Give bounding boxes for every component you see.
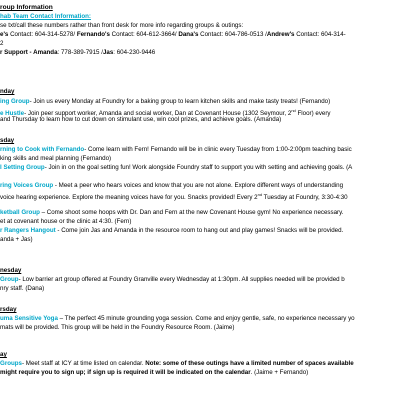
group-desc: - Join in on the goal setting fun! Work alongside Foundry staff to support you with setting and achieving goals. (A bbox=[44, 164, 353, 171]
group-voices-line-2 bbox=[0, 190, 348, 202]
support-line bbox=[0, 48, 155, 57]
group-desc: - Low barrier art group offered at Foundry Granville every Wednesday at 1:30pm. All supplies needed will be provided b bbox=[18, 276, 345, 283]
support-jas-text: : 604-230-9446 bbox=[113, 49, 156, 56]
day-heading-tuesday: sday bbox=[0, 137, 15, 144]
contact-name-c: Dana's bbox=[178, 31, 199, 38]
group-basketball-line-2: et at covenant house or the clinic at 4:30. (Fern) bbox=[0, 218, 132, 225]
group-desc: - Come join Jas and Amanda in the resource room to hang out and play games! Snacks will be provided. bbox=[55, 227, 344, 234]
contact-heading: hab Team Contact Information: bbox=[0, 13, 91, 20]
group-yoga-line-2: mats will be provided. This group will be held in the Foundry Resource Room. (Jaime) bbox=[0, 324, 235, 331]
group-name: ring Voices Group bbox=[0, 182, 54, 189]
group-outings bbox=[0, 359, 354, 368]
contacts-line bbox=[0, 30, 346, 39]
group-desc: - Meet staff at ICY at time listed on calendar. bbox=[22, 360, 146, 367]
superscript: nd bbox=[257, 192, 263, 197]
group-name: ketball Group bbox=[0, 209, 40, 216]
contact-name-b: Fernando's bbox=[76, 31, 110, 38]
day-heading-thursday: rsday bbox=[0, 306, 17, 313]
day-heading-wednesday: nesday bbox=[0, 267, 22, 274]
group-rangers bbox=[0, 226, 343, 235]
group-desc: – Come shoot some hoops with Dr. Dan and Fern at the new Covenant House gym! No experience necessary. bbox=[39, 209, 344, 216]
group-desc: - Join us every Monday at Foundry for a baking group to learn kitchen skills and make tasty treats! (Fernando) bbox=[29, 98, 331, 105]
support-text: : 778-389-7915 / bbox=[57, 49, 103, 56]
group-goal bbox=[0, 163, 352, 172]
group-desc: - Join peer support worker, Amanda and social worker, Dan at Covenant House (1302 Seymour, 2 bbox=[24, 110, 292, 118]
group-name: uma Sensitive Yoga bbox=[0, 315, 58, 322]
group-cook bbox=[0, 145, 352, 154]
group-name: r Rangers Hangout bbox=[0, 227, 56, 234]
group-desc-tail: Tuesday at Foundry, 3:30-4:30 bbox=[262, 194, 348, 202]
group-desc: - Come learn with Fern! Fernando will be in clinic every Tuesday from 1:00-2:00pm teaching basic bbox=[84, 146, 352, 153]
group-desc: – The perfect 45 minute grounding yoga session. Come and enjoy gentle, safe, no experience necessary yo bbox=[57, 315, 355, 322]
outings-note-2: might require you to sign up; if sign up is required it will be indicated on the calendar bbox=[0, 369, 251, 376]
group-cook-line-2: king skills and meal planning (Fernando) bbox=[0, 155, 112, 162]
superscript: nd bbox=[291, 108, 296, 113]
group-art-line-2: nry staff. (Dana) bbox=[0, 285, 45, 292]
contact-text-a: Contact: 604-314-5278/ bbox=[8, 31, 77, 38]
group-name: Group bbox=[0, 276, 19, 283]
group-name: e Hustle bbox=[0, 110, 25, 118]
group-outings-line-2 bbox=[0, 368, 308, 377]
day-heading-friday: ay bbox=[0, 351, 7, 358]
outings-note: Note: some of these outings have a limited number of spaces available bbox=[145, 360, 354, 367]
contact-name-d: Andrew's bbox=[266, 31, 295, 38]
group-name: ing Group bbox=[0, 98, 30, 105]
contact-text-d: Contact: 604-314- bbox=[294, 31, 346, 38]
group-baking bbox=[0, 97, 330, 106]
contact-text-b: Contact: 604-612-3664/ bbox=[109, 31, 179, 38]
contact-note: se txt/call these numbers rather than front desk for more info regarding groups & outings: bbox=[0, 22, 244, 29]
group-art bbox=[0, 275, 345, 284]
group-voices bbox=[0, 181, 343, 190]
group-name: rning to Cook with Fernando bbox=[0, 146, 85, 153]
group-name: Groups bbox=[0, 360, 23, 367]
group-rangers-line-2: anda + Jas) bbox=[0, 236, 33, 243]
outings-tail: . (Jaime + Fernando) bbox=[250, 369, 309, 376]
document-title: roup Information bbox=[0, 4, 53, 11]
day-heading-monday: nday bbox=[0, 88, 15, 95]
group-desc-tail: Floor) every bbox=[295, 110, 331, 118]
group-desc: - Meet a peer who hears voices and know that you are not alone. Explore different ways of understanding bbox=[53, 182, 344, 189]
group-hustle-line-2: and Thursday to learn how to cut down on stimulant use, win cool prizes, and achieve goals. (Amanda) bbox=[0, 116, 282, 123]
support-jas: Jas bbox=[102, 49, 114, 56]
contacts-line-2: 2 bbox=[0, 40, 4, 47]
group-desc: voice hearing experience. Explore the meaning voices have for you. Snacks provided! Every 2 bbox=[0, 194, 258, 202]
contact-text-c: Contact: 604-786-0513 / bbox=[198, 31, 267, 38]
support-label: r Support - Amanda bbox=[0, 49, 58, 56]
group-yoga bbox=[0, 314, 355, 323]
group-basketball bbox=[0, 208, 343, 217]
group-name: l Setting Group bbox=[0, 164, 45, 171]
contact-name-a: e's bbox=[0, 31, 9, 38]
